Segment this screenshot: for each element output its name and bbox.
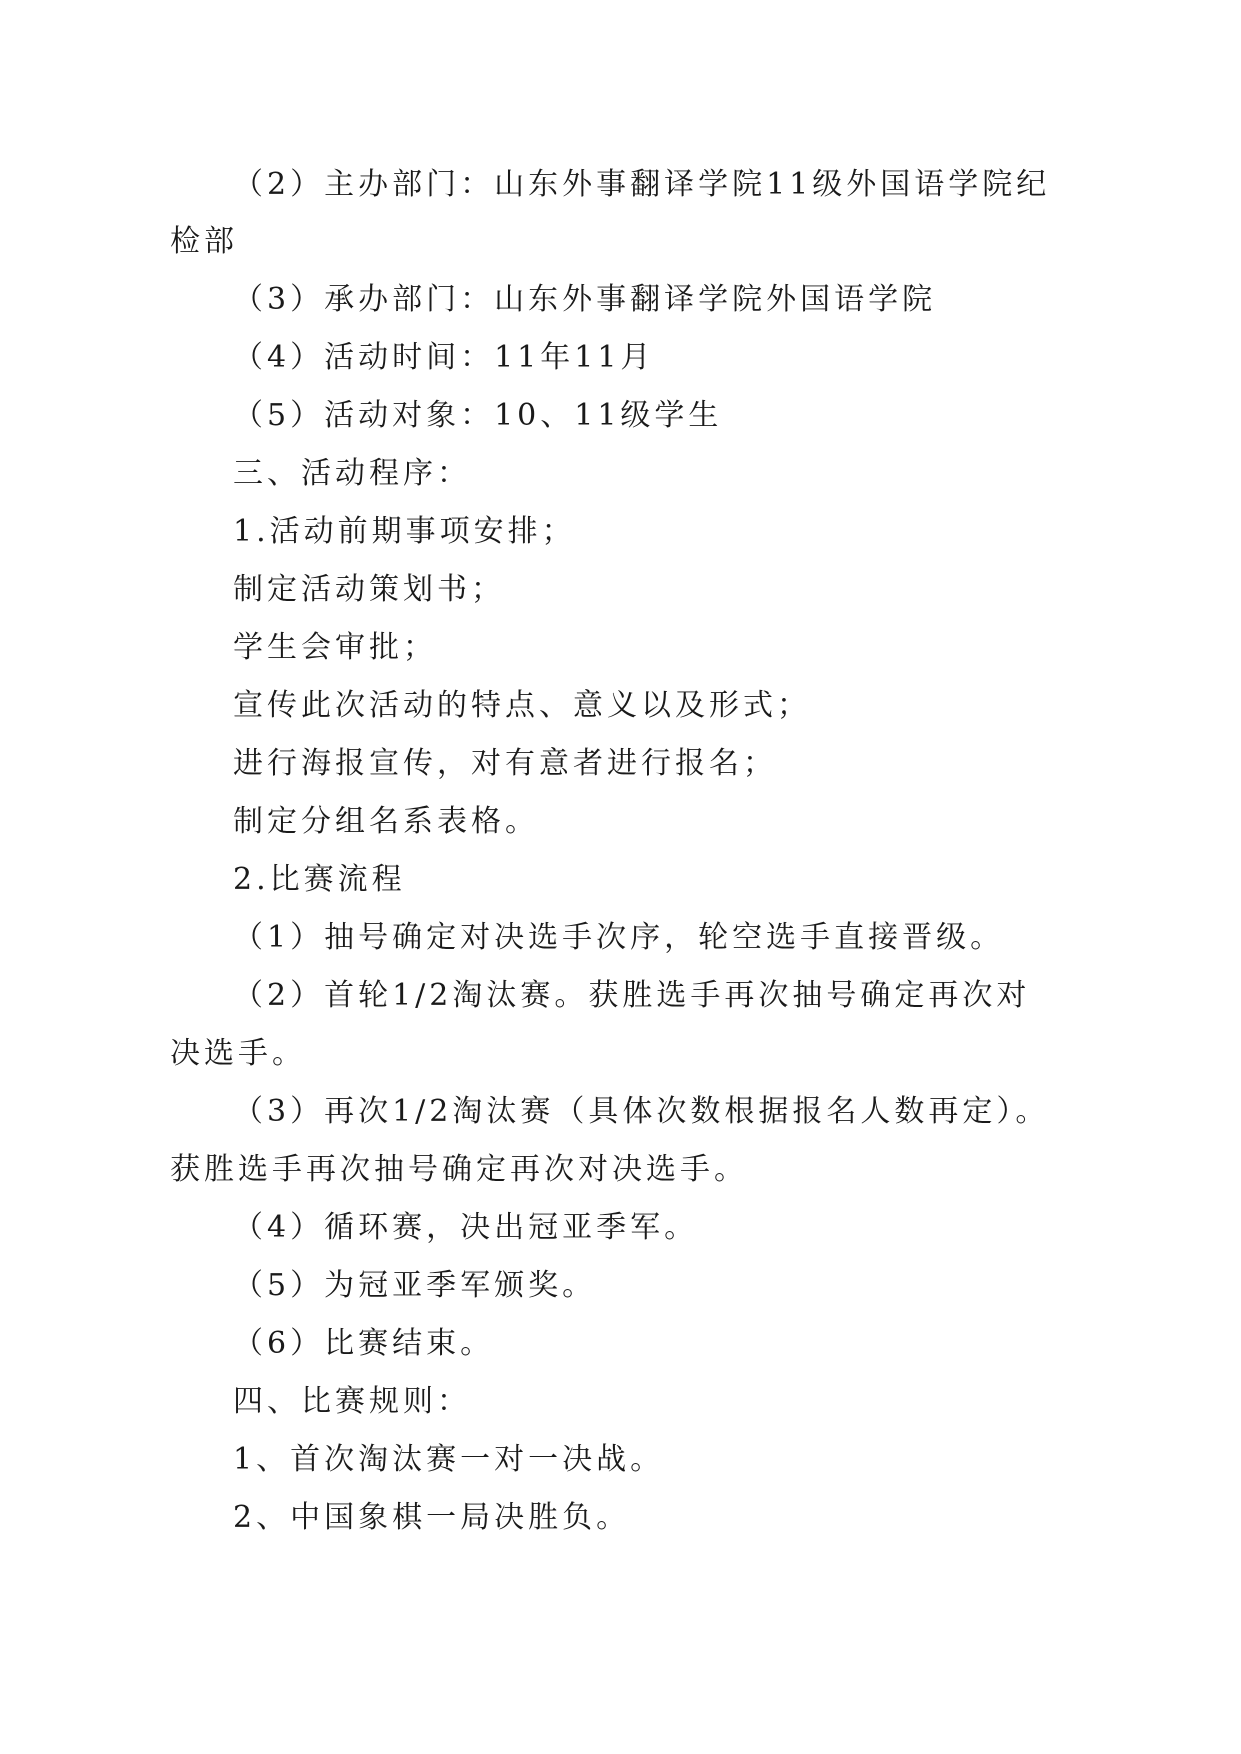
subsection-heading: 2.比赛流程: [233, 862, 406, 897]
text-line: （4）活动时间：11年11月: [233, 340, 655, 375]
text-line: （5）为冠亚季军颁奖。: [233, 1268, 597, 1303]
text-line: 检部: [170, 224, 238, 259]
text-line: （2）首轮1/2淘汰赛。获胜选手再次抽号确定再次对: [233, 978, 1031, 1013]
text-line: （1）抽号确定对决选手次序，轮空选手直接晋级。: [233, 920, 1005, 955]
text-line: 宣传此次活动的特点、意义以及形式；: [233, 688, 811, 723]
text-line: 获胜选手再次抽号确定再次对决选手。: [170, 1152, 748, 1187]
text-line: （2）主办部门：山东外事翻译学院11级外国语学院纪: [233, 167, 1051, 202]
section-heading: 三、活动程序：: [233, 456, 471, 491]
text-line: （3）承办部门：山东外事翻译学院外国语学院: [233, 282, 937, 317]
text-line: （3）再次1/2淘汰赛（具体次数根据报名人数再定）。: [233, 1094, 1050, 1129]
text-line: （6）比赛结束。: [233, 1326, 495, 1361]
text-line: 2、中国象棋一局决胜负。: [233, 1500, 631, 1535]
text-line: （5）活动对象：10、11级学生: [233, 398, 723, 433]
text-line: 决选手。: [170, 1036, 306, 1071]
text-line: 1、首次淘汰赛一对一决战。: [233, 1442, 665, 1477]
subsection-heading: 1.活动前期事项安排；: [233, 514, 576, 549]
section-heading: 四、比赛规则：: [233, 1384, 471, 1419]
text-line: 学生会审批；: [233, 630, 437, 665]
text-line: 制定活动策划书；: [233, 572, 505, 607]
text-line: 制定分组名系表格。: [233, 804, 539, 839]
text-line: 进行海报宣传，对有意者进行报名；: [233, 746, 777, 781]
text-line: （4）循环赛，决出冠亚季军。: [233, 1210, 699, 1245]
